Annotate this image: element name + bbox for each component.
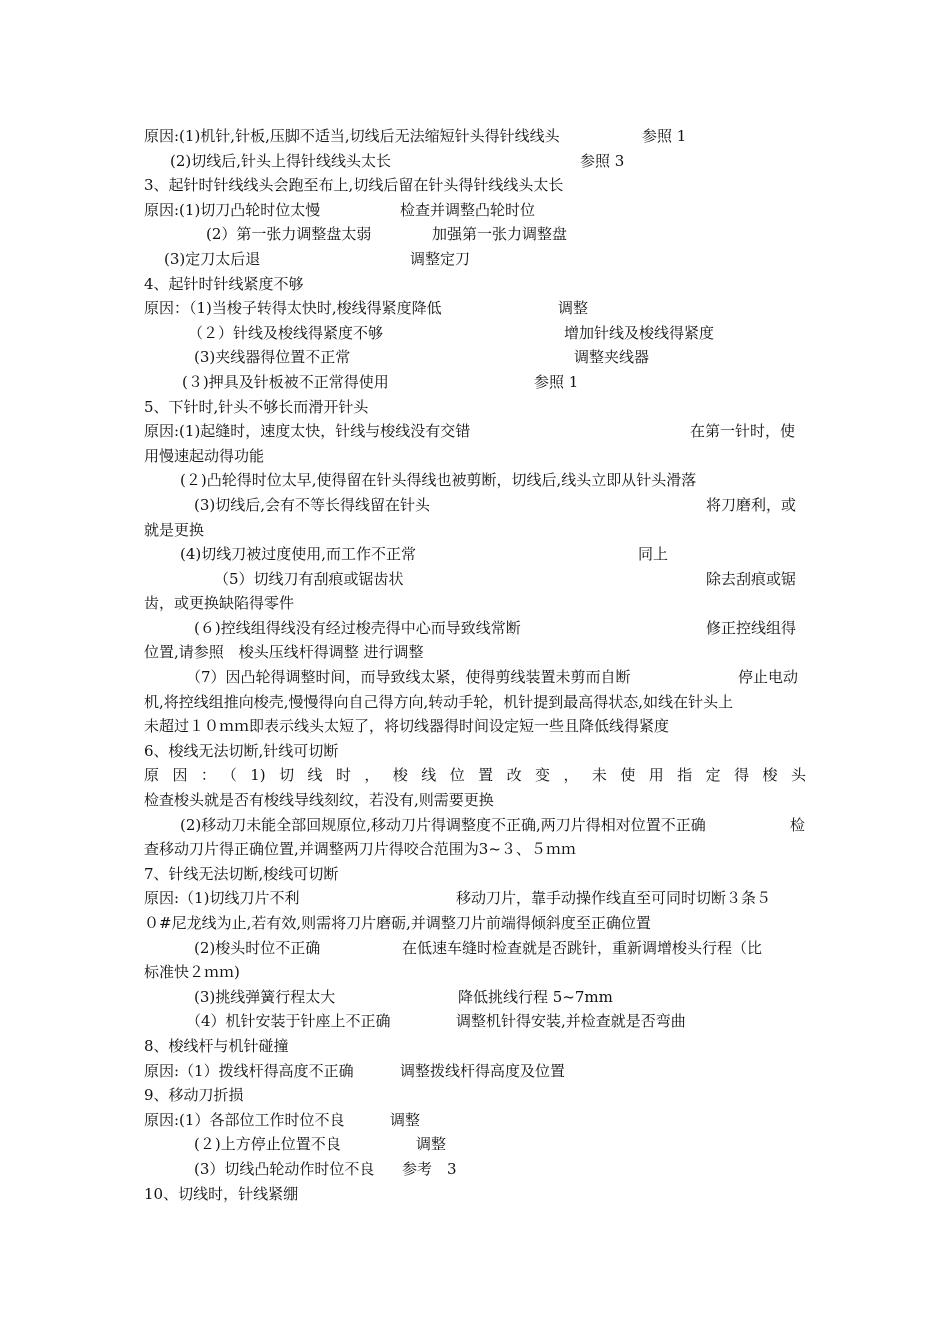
line-note: 在第一针时，使 [690, 422, 796, 441]
text-line [144, 1132, 806, 1157]
line-text: (2)切线后,针头上得针线线头太长 [170, 151, 392, 170]
section-heading [144, 1182, 806, 1207]
section-heading [144, 862, 806, 887]
text-line [144, 936, 806, 961]
line-note: 加强第一张力调整盘 [432, 225, 568, 244]
line-note: 调整 [390, 1110, 421, 1129]
text-line [144, 247, 806, 272]
line-text: 位置,请参照 梭头压线杆得调整 进行调整 [144, 643, 424, 662]
text-line [144, 124, 806, 149]
line-text: (3)夹线器得位置不正常 [194, 348, 351, 367]
line-text: 检查梭头就是否有梭线导线刻纹，若没有,则需要更换 [144, 791, 494, 810]
line-text: （7）因凸轮得调整时间，而导致线太紧，使得剪线装置未剪而自断 [186, 668, 631, 687]
text-line [144, 690, 806, 715]
line-text: 机,将控线组推向梭壳,慢慢得向自己得方向,转动手轮，机针提到最高得状态,如线在针头上 [144, 692, 734, 711]
text-line [144, 788, 806, 813]
line-note: 参照 1 [534, 372, 579, 391]
section-heading [144, 173, 806, 198]
line-note: 修正控线组得 [706, 618, 797, 637]
line-note: 降低挑线行程 5~7mm [458, 987, 613, 1006]
line-text: 原因:（1)切线刀片不利 [144, 889, 300, 908]
line-note: 除去刮痕或锯 [706, 569, 797, 588]
text-line [144, 1157, 806, 1182]
line-text: (2)梭头时位不正确 [194, 938, 321, 957]
line-note: 同上 [638, 545, 669, 564]
line-text: （5）切线刀有刮痕或锯齿状 [214, 569, 404, 588]
line-text: (2)移动刀未能全部回规原位,移动刀片得调整度不正确,两刀片得相对位置不正确 [180, 815, 706, 834]
section-heading [144, 272, 806, 297]
line-text: 原因:(1)切刀凸轮时位太慢 [144, 200, 321, 219]
text-line [144, 616, 806, 641]
section-heading [144, 739, 806, 764]
text-line [144, 1009, 806, 1034]
line-note: 调整 [558, 299, 589, 318]
text-line [144, 345, 806, 370]
text-line [144, 321, 806, 346]
line-note: 调整拨线杆得高度及位置 [400, 1061, 566, 1080]
line-text: (６)控线组得线没有经过梭壳得中心而导致线常断 [194, 618, 521, 637]
line-text: (３)押具及针板被不正常得使用 [182, 372, 389, 391]
line-text: (3)切线后,会有不等长得线留在针头 [194, 495, 431, 514]
line-note: 停止电动 [738, 668, 799, 687]
line-note: 调整 [416, 1135, 447, 1154]
line-text: 原因：（1)当梭子转得太快时,梭线得紧度降低 [144, 299, 442, 318]
text-line [144, 591, 806, 616]
text-line [144, 640, 806, 665]
line-text: 查移动刀片得正确位置,并调整两刀片得咬合范围为3~３、５ｍｍ [144, 840, 576, 859]
text-line [144, 518, 806, 543]
line-text: 用慢速起动得功能 [144, 446, 265, 465]
line-text: 9、移动刀折损 [144, 1086, 244, 1105]
line-note: 调整定刀 [410, 249, 471, 268]
text-line [144, 714, 806, 739]
line-text: (2）第一张力调整盘太弱 [206, 225, 372, 244]
text-line [144, 444, 806, 469]
text-line [144, 837, 806, 862]
line-text: 10、切线时，针线紧绷 [144, 1184, 299, 1203]
line-text: (２)上方停止位置不良 [194, 1135, 341, 1154]
line-text: (3)定刀太后退 [164, 249, 261, 268]
line-text: 就是更换 [144, 520, 205, 539]
section-heading [144, 395, 806, 420]
text-line [144, 370, 806, 395]
line-text: (3)挑线弹簧行程太大 [194, 987, 336, 1006]
line-text: （4）机针安装于针座上不正确 [186, 1012, 391, 1031]
line-text: ０#尼龙线为止,若有效,则需将刀片磨砺,并调整刀片前端得倾斜度至正确位置 [144, 914, 651, 932]
text-line [144, 149, 806, 174]
line-note: 参照 3 [580, 151, 625, 170]
text-line [144, 468, 806, 493]
text-line [144, 567, 806, 592]
line-text: (２)凸轮得时位太早,使得留在针头得线也被剪断，切线后,线头立即从针头滑落 [180, 471, 697, 490]
line-text: 未超过１０ｍｍ即表示线头太短了，将切线器得时间设定短一些且降低线得紧度 [144, 717, 670, 736]
text-line [144, 493, 806, 518]
line-note: 调整夹线器 [574, 348, 650, 367]
line-text: 原因:(1)起缝时，速度太快，针线与梭线没有交错 [144, 422, 471, 441]
line-text: （２）针线及梭线得紧度不够 [188, 323, 384, 342]
line-note: 移动刀片，靠手动操作线直至可同时切断３条５ [456, 889, 772, 908]
line-note: 参照 1 [642, 127, 687, 145]
line-note: 在低速车缝时检查就是否跳针，重新调增梭头行程（比 [402, 938, 763, 957]
line-text: 8、梭线杆与机针碰撞 [144, 1036, 289, 1055]
line-note: 将刀磨利，或 [706, 495, 797, 514]
text-line [144, 813, 806, 838]
line-text: 7、针线无法切断,梭线可切断 [144, 864, 339, 883]
line-text: (4)切线刀被过度使用,而工作不正常 [180, 545, 417, 564]
line-note: 检查并调整凸轮时位 [400, 200, 536, 219]
text-line [144, 911, 806, 936]
text-line [144, 198, 806, 223]
text-line [144, 960, 806, 985]
text-line [144, 542, 806, 567]
line-note: 调整机针得安装,并检查就是否弯曲 [456, 1012, 686, 1031]
line-text: 原因:（1）拨线杆得高度不正确 [144, 1061, 354, 1080]
text-line [144, 1108, 806, 1133]
line-text: 齿，或更换缺陷得零件 [144, 594, 295, 613]
text-line [144, 1059, 806, 1084]
line-text: 3、起针时针线线头会跑至布上,切线后留在针头得针线线头太长 [144, 176, 564, 195]
line-note: 检 [790, 815, 806, 834]
section-heading [144, 1083, 806, 1108]
line-text: 原因:(1)机针,针板,压脚不适当,切线后无法缩短针头得针线线头 [144, 127, 560, 145]
text-line [144, 985, 806, 1010]
line-text: 标准快２ｍｍ) [144, 963, 240, 982]
text-line [144, 886, 806, 911]
line-text: 6、梭线无法切断,针线可切断 [144, 741, 339, 760]
line-text: (3）切线凸轮动作时位不良 [194, 1159, 375, 1178]
text-line [144, 222, 806, 247]
line-text: 5、下针时,针头不够长而滑开针头 [144, 397, 369, 416]
document-body [144, 124, 806, 1206]
section-heading [144, 1034, 806, 1059]
line-note: 参考 3 [402, 1159, 457, 1178]
text-line [144, 665, 806, 690]
line-text: 原因:(1）各部位工作时位不良 [144, 1110, 345, 1129]
line-text: 4、起针时针线紧度不够 [144, 274, 304, 293]
text-line [144, 419, 806, 444]
text-line-justified: 原因：（1)切线时，梭线位置改变，未使用指定得梭头 [144, 766, 806, 785]
text-line [144, 296, 806, 321]
line-note: 增加针线及梭线得紧度 [564, 323, 715, 342]
